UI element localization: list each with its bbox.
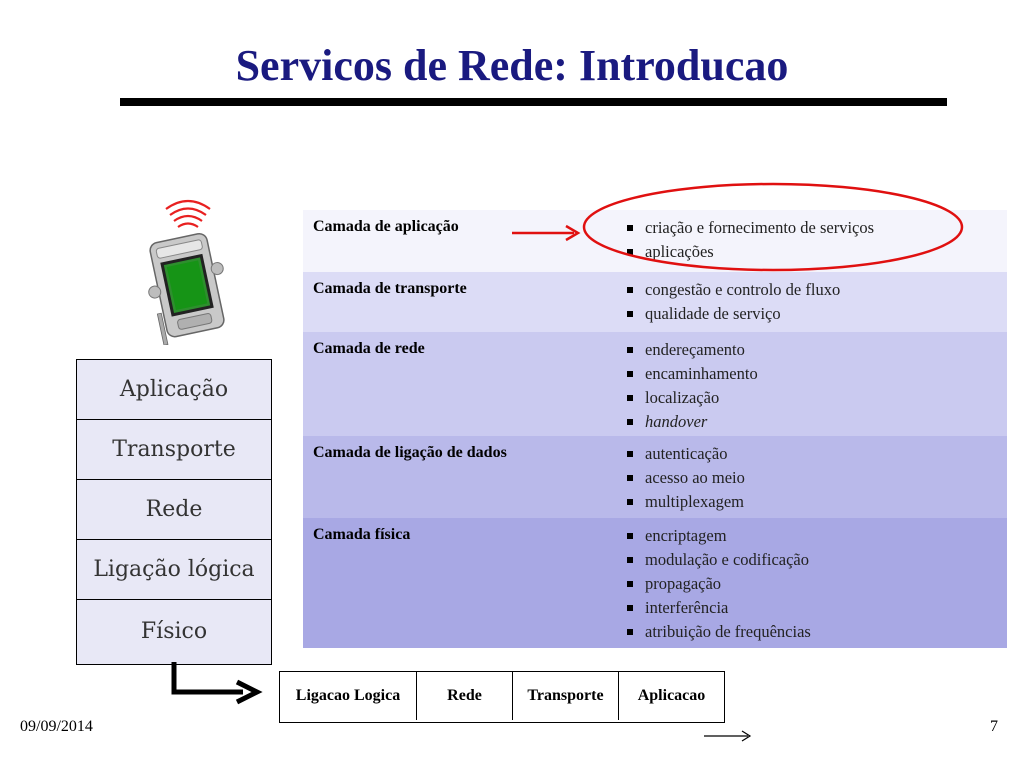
table-row	[303, 518, 1007, 648]
protocol-layer-stack	[76, 359, 272, 665]
layer-transporte: Transporte	[77, 420, 271, 480]
list-item: autenticação	[625, 442, 745, 466]
red-arrow-icon	[510, 224, 582, 242]
table-row	[303, 272, 1007, 332]
list-item: atribuição de frequências	[625, 620, 811, 644]
row-layer-name: Camada de aplicação	[313, 218, 459, 235]
flow-box-aplicacao: Aplicacao	[637, 687, 706, 704]
list-item: qualidade de serviço	[625, 302, 840, 326]
list-item: acesso ao meio	[625, 466, 745, 490]
flow-box-rede: Rede	[417, 672, 513, 720]
table-row	[303, 332, 1007, 436]
title-underline	[120, 98, 947, 106]
list-item: encaminhamento	[625, 362, 758, 386]
list-item: encriptagem	[625, 524, 811, 548]
black-elbow-arrow-icon	[165, 660, 275, 706]
layer-fisico: Físico	[140, 618, 208, 644]
list-item: localização	[625, 386, 758, 410]
slide-date: 09/09/2014	[20, 718, 93, 735]
list-item: aplicações	[625, 240, 874, 264]
layer-ligacao-logica: Ligação lógica	[77, 540, 271, 600]
flow-box-ligacao-logica: Ligacao Logica	[280, 672, 417, 720]
flow-boxes	[279, 671, 725, 723]
layer-rede: Rede	[77, 480, 271, 540]
row-layer-name: Camada física	[313, 526, 411, 543]
row-services-list	[625, 442, 745, 514]
list-item: congestão e controlo de fluxo	[625, 278, 840, 302]
slide-page-number: 7	[990, 718, 998, 735]
row-services-list	[625, 278, 840, 326]
list-item: interferência	[625, 596, 811, 620]
slide-title: Servicos de Rede: Introducao	[235, 41, 789, 90]
list-item: endereçamento	[625, 338, 758, 362]
table-row	[303, 436, 1007, 518]
list-item: propagação	[625, 572, 811, 596]
row-services-list	[625, 338, 758, 434]
list-item: criação e fornecimento de serviços	[625, 216, 874, 240]
list-item: handover	[625, 410, 758, 434]
layer-aplicacao: Aplicação	[77, 360, 271, 420]
wireless-handheld-device-icon	[140, 195, 230, 345]
thin-arrow-icon	[704, 730, 754, 742]
list-item: multiplexagem	[625, 490, 745, 514]
row-layer-name: Camada de ligação de dados	[313, 444, 507, 461]
highlight-circle	[580, 180, 966, 274]
row-layer-name: Camada de transporte	[313, 280, 467, 297]
layer-services-table	[303, 210, 1007, 648]
row-services-list	[625, 524, 811, 644]
row-layer-name: Camada de rede	[313, 340, 425, 357]
list-item: modulação e codificação	[625, 548, 811, 572]
flow-box-transporte: Transporte	[513, 672, 619, 720]
